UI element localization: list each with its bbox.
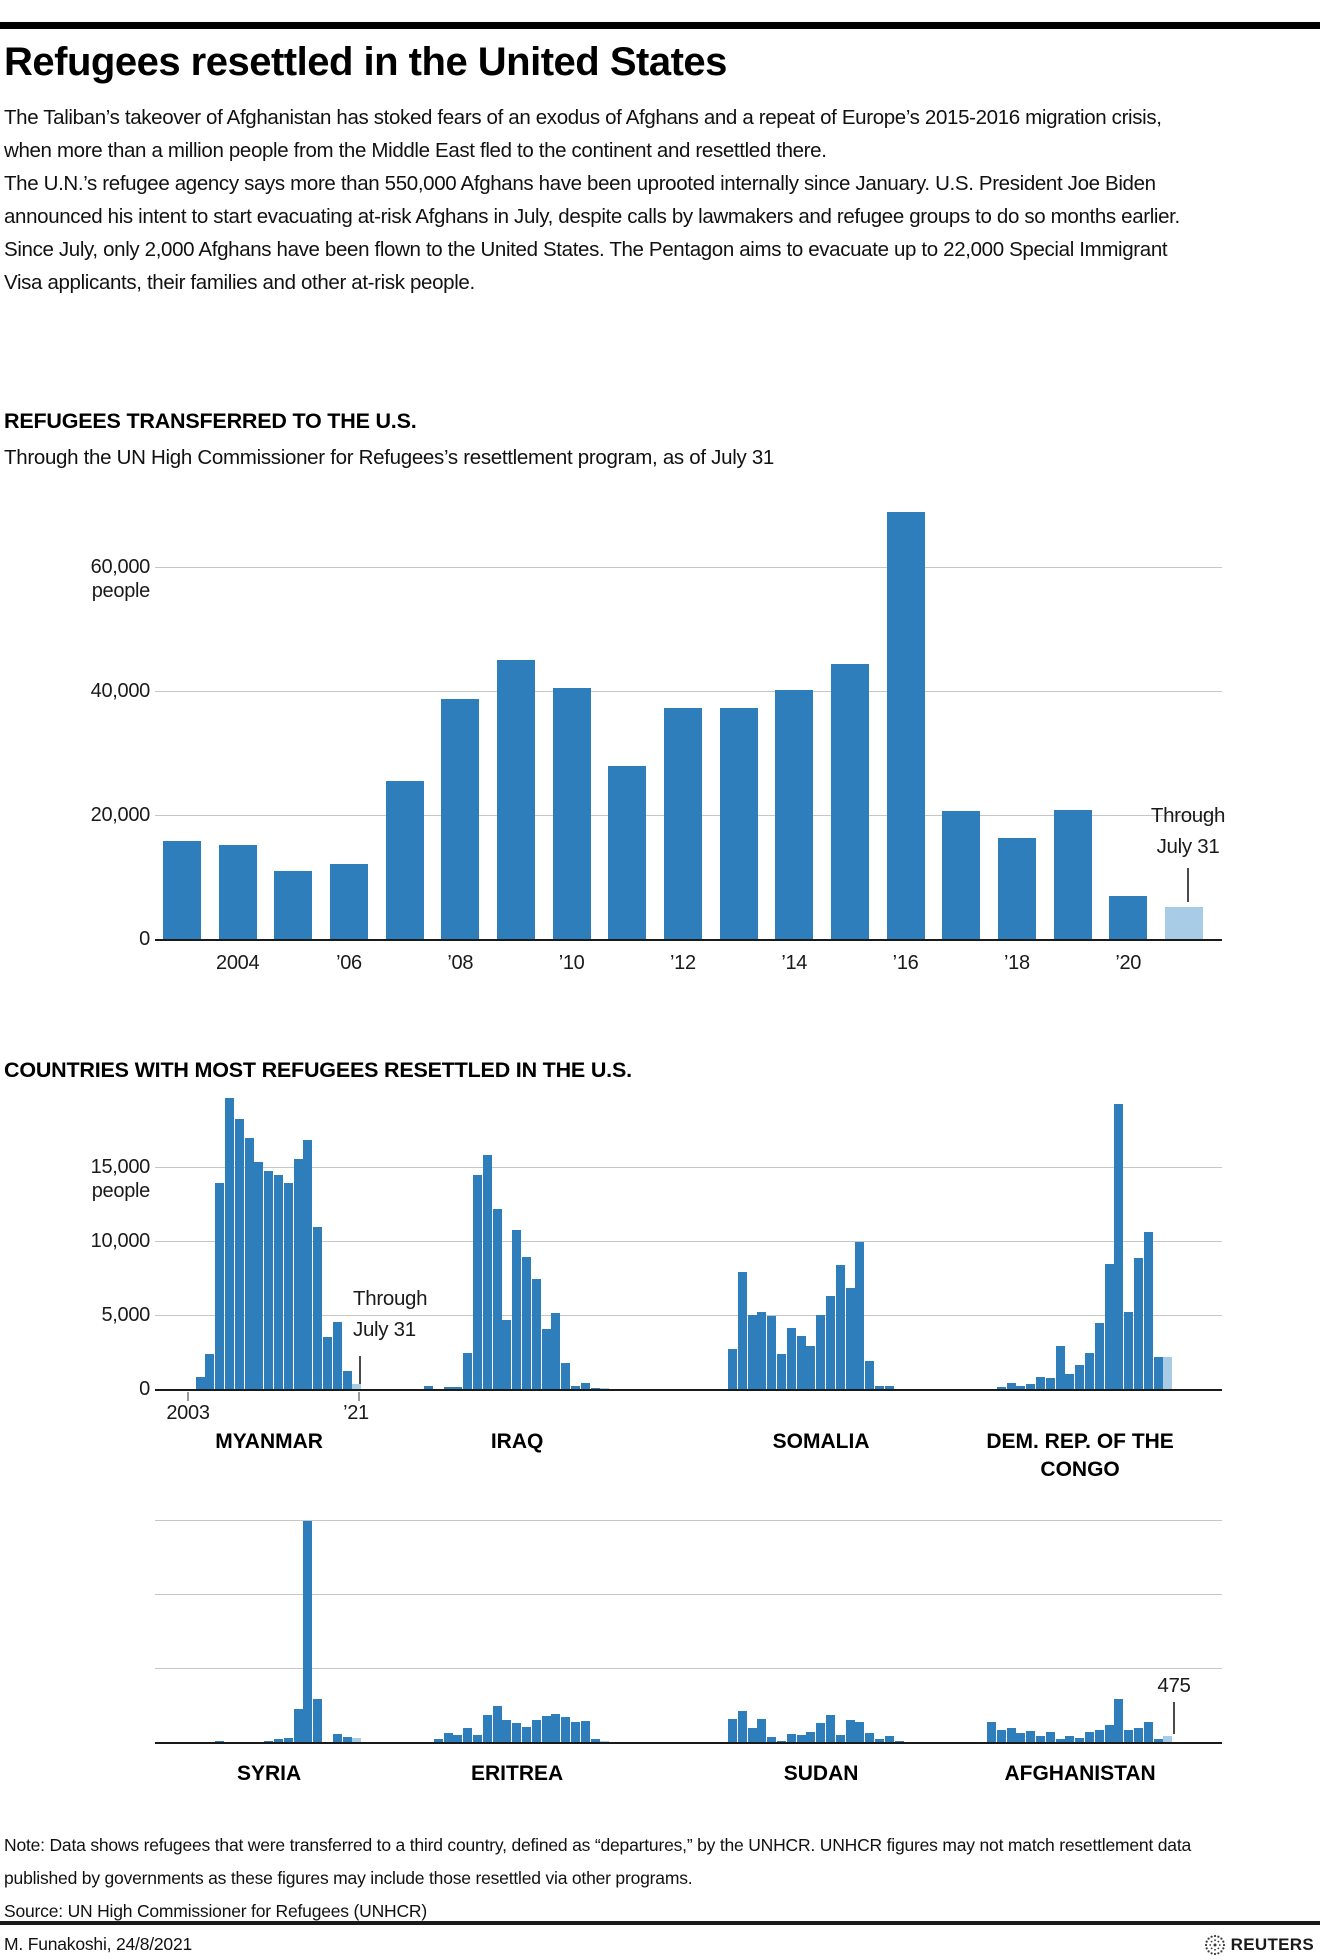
bar-afghanistan-2003 — [987, 1722, 996, 1743]
main-through-july-annotation: Through July 31 — [1150, 804, 1226, 858]
x-axis-line — [155, 1742, 1222, 1745]
bar-dem-rep-of-the-congo-2020 — [1154, 1357, 1163, 1390]
bar-somalia-2013 — [826, 1296, 835, 1390]
bar-syria-2015 — [294, 1709, 303, 1743]
y-tick-label: 20,000 — [90, 804, 150, 827]
mini-axis-tick-2003 — [187, 1392, 189, 1401]
bar-2020 — [1109, 896, 1147, 940]
bar-dem-rep-of-the-congo-2015 — [1105, 1264, 1114, 1390]
x-tick-label: ’16 — [892, 952, 919, 974]
bar-eritrea-2015 — [542, 1716, 551, 1743]
bar-2007 — [386, 781, 424, 940]
bar-dem-rep-of-the-congo-2013 — [1085, 1353, 1094, 1390]
bar-somalia-2015 — [846, 1288, 855, 1390]
bar-somalia-2017 — [865, 1361, 874, 1390]
chart2-header: COUNTRIES WITH MOST REFUGEES RESETTLED IN THE U.S. — [4, 1058, 632, 1082]
bar-iraq-2017 — [561, 1363, 570, 1390]
bar-sudan-2016 — [855, 1722, 864, 1743]
afghanistan-475-annotation: 475 — [1157, 1674, 1191, 1697]
bar-myanmar-2017 — [313, 1227, 322, 1390]
bar-iraq-2014 — [532, 1279, 541, 1390]
bar-2018 — [998, 838, 1036, 940]
bar-iraq-2016 — [551, 1313, 560, 1390]
bar-myanmar-2019 — [333, 1322, 342, 1390]
bar-eritrea-2017 — [561, 1717, 570, 1743]
bar-2014 — [775, 690, 813, 940]
main-annotation-pointer-line — [1187, 868, 1189, 902]
footnote: Note: Data shows refugees that were transferred to a third country, defined as “departures,” by the UNHCR. UNHCR figures may not match resettlement data published by governments as these figures may include those resettled via other programs. — [4, 1835, 1192, 1888]
bar-dem-rep-of-the-congo-2010 — [1056, 1346, 1065, 1390]
bar-iraq-2011 — [502, 1320, 511, 1390]
bar-2008 — [441, 699, 479, 940]
gridline — [155, 1668, 1222, 1669]
bar-myanmar-2006 — [205, 1354, 214, 1390]
bar-myanmar-2018 — [323, 1337, 332, 1390]
bar-syria-2016 — [303, 1521, 312, 1743]
gridline — [155, 1594, 1222, 1595]
bar-afghanistan-2019 — [1144, 1722, 1153, 1743]
bar-myanmar-2009 — [235, 1119, 244, 1390]
bar-dem-rep-of-the-congo-2019 — [1144, 1232, 1153, 1390]
bar-somalia-2006 — [757, 1312, 766, 1390]
x-axis-line — [155, 1389, 1222, 1392]
bar-eritrea-2011 — [502, 1720, 511, 1743]
bar-dem-rep-of-the-congo-2017 — [1124, 1312, 1133, 1390]
bar-2017 — [942, 811, 980, 940]
y-axis-unit-label: people — [91, 580, 150, 603]
bar-2010 — [553, 688, 591, 940]
bar-dem-rep-of-the-congo-2018 — [1134, 1258, 1143, 1390]
mini-axis-label-21: ’21 — [343, 1402, 369, 1424]
bar-iraq-2008 — [473, 1175, 482, 1390]
source-line: Source: UN High Commissioner for Refugees (UNHCR) — [4, 1901, 427, 1921]
reuters-emblem-icon — [1204, 1934, 1226, 1956]
bar-iraq-2007 — [463, 1353, 472, 1390]
bar-somalia-2011 — [806, 1346, 815, 1390]
reuters-logo — [1204, 1934, 1314, 1956]
bar-somalia-2014 — [836, 1265, 845, 1390]
mini-through-july-annotation: Through July 31 — [353, 1287, 428, 1341]
country-label-myanmar: MYANMAR — [215, 1430, 323, 1453]
y-tick-label: 10,000 — [90, 1230, 150, 1252]
bottom-rule — [0, 1921, 1320, 1925]
mini-annotation-pointer-line — [359, 1356, 361, 1384]
bar-myanmar-2013 — [274, 1175, 283, 1390]
bar-myanmar-2010 — [245, 1138, 254, 1390]
bar-somalia-2008 — [777, 1354, 786, 1390]
mini-axis-tick-21 — [358, 1392, 360, 1401]
bar-eritrea-2009 — [483, 1715, 492, 1743]
bar-myanmar-2012 — [264, 1171, 273, 1390]
bar-2006 — [330, 864, 368, 940]
bar-myanmar-2011 — [254, 1162, 263, 1390]
x-axis-line — [155, 939, 1222, 942]
bar-2013 — [720, 708, 758, 940]
bar-afghanistan-2016 — [1114, 1699, 1123, 1743]
top-rule — [0, 22, 1320, 29]
bar-somalia-2009 — [787, 1328, 796, 1390]
bar-somalia-2003 — [728, 1349, 737, 1390]
country-label-eritrea: ERITREA — [471, 1762, 564, 1785]
x-tick-label: 2004 — [216, 952, 260, 974]
bar-eritrea-2016 — [551, 1714, 560, 1743]
bar-sudan-2004 — [738, 1711, 747, 1743]
bar-2005 — [274, 871, 312, 940]
bar-syria-2017 — [313, 1699, 322, 1743]
bar-sudan-2006 — [757, 1719, 766, 1743]
x-tick-label: ’10 — [558, 952, 585, 974]
bar-dem-rep-of-the-congo-2014 — [1095, 1323, 1104, 1390]
bar-2009 — [497, 660, 535, 940]
bar-2015 — [831, 664, 869, 940]
bar-myanmar-2007 — [215, 1183, 224, 1390]
intro-paragraph-2: The U.N.’s refugee agency says more than 550,000 Afghans have been uprooted internally since January. U.S. President Joe Biden announced his intent to start evacuating at-risk Afghans in July, despite calls by lawmakers and refugee groups to do so months earlier. Since July, only 2,000 Afghans have been flown to the United States. The Pentagon aims to evacuate up to 22,000 Special Immigrant Visa applicants, their families and other at-risk people. — [4, 172, 1180, 294]
bar-sudan-2003 — [728, 1719, 737, 1743]
x-tick-label: ’06 — [336, 952, 362, 974]
country-label-somalia: SOMALIA — [772, 1430, 870, 1453]
bar-myanmar-2014 — [284, 1183, 293, 1390]
bar-sudan-2013 — [826, 1715, 835, 1743]
bar-somalia-2010 — [797, 1336, 806, 1390]
bar-dem-rep-of-the-congo-2012 — [1075, 1365, 1084, 1390]
bar-somalia-2005 — [748, 1315, 757, 1390]
bar-somalia-2016 — [855, 1242, 864, 1390]
bar-eritrea-2010 — [493, 1706, 502, 1743]
y-tick-label: 5,000 — [101, 1304, 150, 1326]
bar-2019 — [1054, 810, 1092, 940]
main-chart-plot — [155, 500, 1222, 940]
bar-2003 — [163, 841, 201, 940]
afghanistan-annotation-pointer-line — [1173, 1702, 1175, 1734]
x-tick-label: ’08 — [447, 952, 474, 974]
country-label-sudan: SUDAN — [783, 1762, 859, 1785]
bar-eritrea-2014 — [532, 1720, 541, 1743]
bar-myanmar-2008 — [225, 1098, 234, 1390]
bar-iraq-2015 — [542, 1329, 551, 1390]
bar-myanmar-2015 — [294, 1159, 303, 1390]
byline: M. Funakoshi, 24/8/2021 — [4, 1934, 193, 1954]
bar-2004 — [219, 845, 257, 940]
y-axis-unit-label: people — [91, 1180, 150, 1202]
country-label-syria: SYRIA — [237, 1762, 302, 1785]
mini-charts-row2-plot — [155, 1447, 1222, 1743]
gridline — [155, 1520, 1222, 1521]
intro-paragraph-1: The Taliban’s takeover of Afghanistan has stoked fears of an exodus of Afghans and a repeat of Europe’s 2015-2016 migration crisis, when more than a million people from the Middle East fled to the continent and resettled there. — [4, 106, 1162, 162]
bar-somalia-2007 — [767, 1316, 776, 1390]
x-tick-label: ’14 — [781, 952, 808, 974]
bar-myanmar-2016 — [303, 1140, 312, 1390]
page-title: Refugees resettled in the United States — [4, 40, 727, 84]
bar-myanmar-2020 — [343, 1371, 352, 1390]
mini-axis-label-2003: 2003 — [166, 1402, 210, 1424]
x-tick-label: ’18 — [1003, 952, 1030, 974]
reuters-logo-text: REUTERS — [1230, 1935, 1314, 1954]
chart1-subtitle: Through the UN High Commissioner for Refugees’s resettlement program, as of July 31 — [4, 446, 775, 469]
bar-afghanistan-2015 — [1105, 1725, 1114, 1743]
y-tick-label: 60,000 — [90, 556, 150, 579]
bar-eritrea-2019 — [581, 1721, 590, 1743]
bar-somalia-2012 — [816, 1315, 825, 1390]
bar-somalia-2004 — [738, 1272, 747, 1390]
bar-iraq-2012 — [512, 1230, 521, 1390]
y-tick-label: 15,000 — [90, 1156, 150, 1178]
bar-2012 — [664, 708, 702, 940]
bar-iraq-2010 — [493, 1209, 502, 1390]
gridline — [155, 691, 1222, 692]
bar-2021 — [1165, 907, 1203, 940]
country-label-dem-rep-of-the-congo: DEM. REP. OF THE CONGO — [986, 1430, 1174, 1481]
y-tick-label: 0 — [139, 928, 150, 950]
y-tick-label: 0 — [139, 1378, 150, 1400]
chart1-header: REFUGEES TRANSFERRED TO THE U.S. — [4, 409, 417, 433]
country-label-iraq: IRAQ — [490, 1430, 544, 1453]
y-tick-label: 40,000 — [90, 680, 150, 703]
x-tick-label: ’12 — [670, 952, 696, 974]
bar-eritrea-2012 — [512, 1723, 521, 1743]
bar-iraq-2013 — [522, 1257, 531, 1390]
gridline — [155, 1167, 1222, 1168]
gridline — [155, 567, 1222, 568]
bar-2016 — [887, 512, 925, 940]
country-label-afghanistan: AFGHANISTAN — [1004, 1762, 1156, 1785]
bar-sudan-2015 — [846, 1720, 855, 1743]
bar-eritrea-2018 — [571, 1722, 580, 1743]
bar-dem-rep-of-the-congo-2016 — [1114, 1104, 1123, 1390]
bar-2011 — [608, 766, 646, 940]
bar-iraq-2009 — [483, 1155, 492, 1390]
bar-sudan-2012 — [816, 1723, 825, 1743]
mini-charts-row1-plot — [155, 1094, 1222, 1390]
bar-dem-rep-of-the-congo-2021 — [1163, 1357, 1172, 1390]
x-tick-label: ’20 — [1115, 952, 1142, 974]
